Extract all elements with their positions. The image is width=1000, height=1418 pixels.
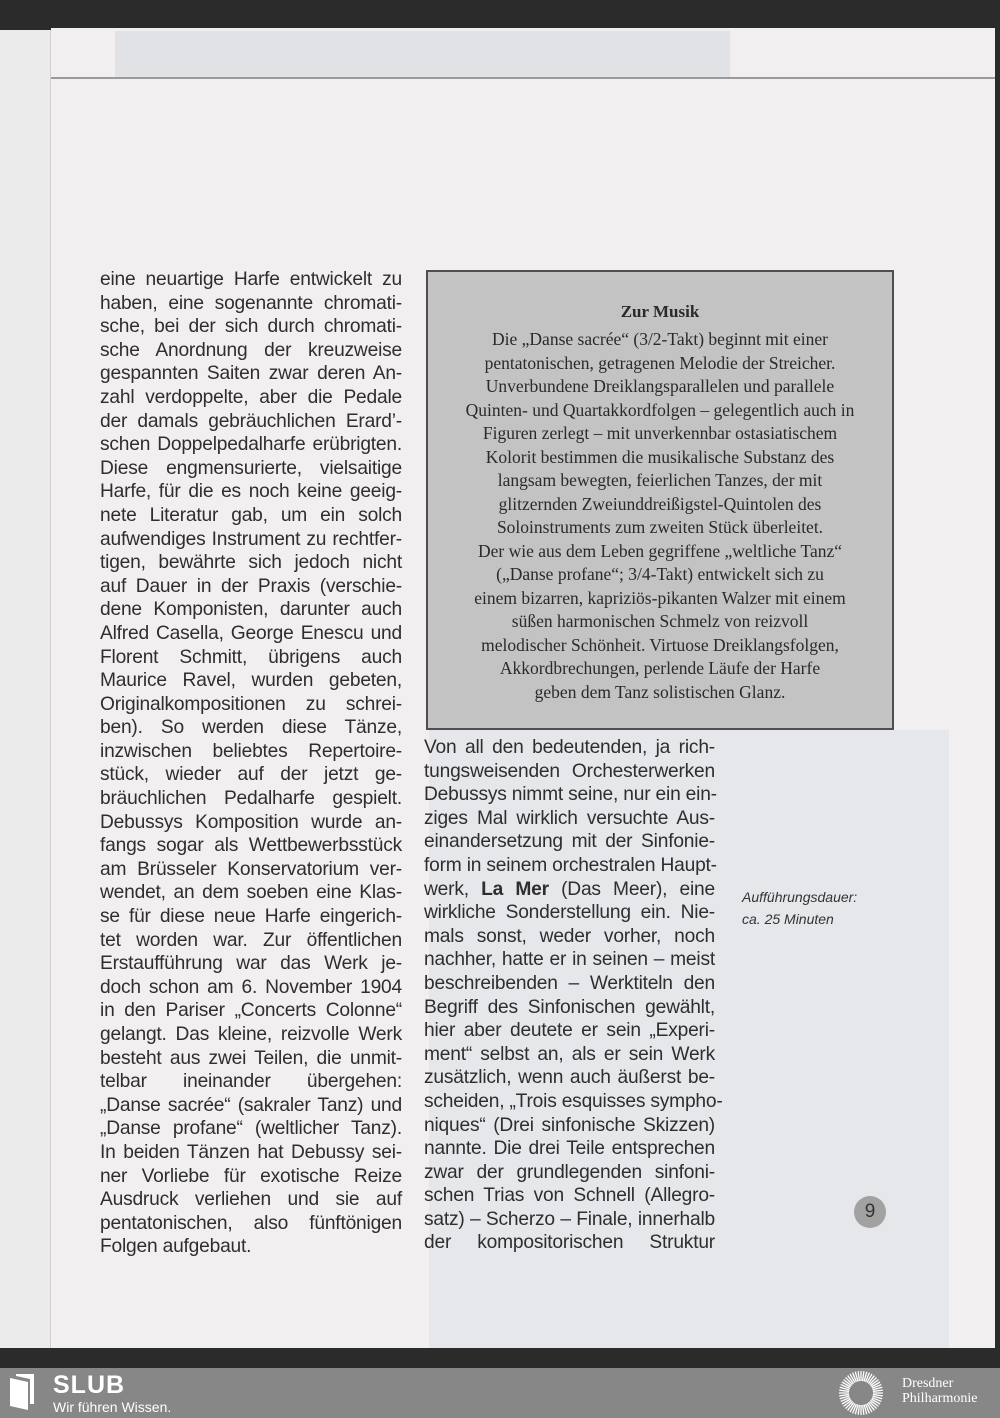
text-line: der kompositorischen Struktur (424, 1232, 715, 1254)
text-line: Florent Schmitt, übrigens auch (100, 646, 402, 668)
text-line: haben, eine sogenannte chromati- (100, 292, 402, 314)
text-line: Der wie aus dem Leben gegriffene „weltliche Tanz“ (478, 540, 842, 561)
box-body (428, 328, 892, 704)
page-number: 9 (854, 1196, 886, 1228)
text-line: Figuren zerlegt – mit unverkennbar ostasiatischem (482, 423, 838, 443)
text-line: se für diese neue Harfe eingerich- (100, 906, 402, 928)
zur-musik-box (426, 270, 894, 730)
text-line: auf Dauer in der Praxis (verschie- (100, 575, 402, 597)
text-line: beschreibenden – Werktiteln den (424, 972, 715, 994)
text-line: schen Trias von Schnell (Allegro- (424, 1185, 715, 1207)
text-line: ment“ selbst an, als er sein Werk (424, 1043, 715, 1065)
text-line: zwar der grundlegenden sinfoni- (424, 1161, 715, 1183)
text-line: zusätzlich, wenn auch äußerst be- (424, 1067, 715, 1089)
text-line: Debussys nimmt seine, nur ein ein- (424, 784, 717, 806)
slub-logo-text: SLUB (53, 1371, 126, 1399)
text-line: pentatonischen, also fünftönigen (100, 1212, 402, 1234)
partner-name-line2: Philharmonie (902, 1391, 978, 1406)
text-line: Alfred Casella, George Enescu und (100, 622, 402, 644)
text-line: Folgen aufgebaut. (100, 1236, 252, 1258)
text-line: hier aber deutete er sein „Experi- (424, 1020, 715, 1042)
text-line: ner Vorliebe für exotische Reize (100, 1165, 402, 1187)
facing-page-edge (0, 30, 51, 1348)
text-line: inzwischen beliebtes Repertoire- (100, 740, 402, 762)
text-line: gespannten Saiten zwar deren An- (100, 363, 402, 385)
text-line: tigen, bewährte sich jedoch nicht (100, 552, 402, 574)
text-line: süßen harmonischen Schmelz von reizvoll (511, 611, 809, 631)
text-line: Begriff des Sinfonischen gewählt, (424, 996, 715, 1018)
text-line: aufwendiges Instrument zu rechtfer- (100, 528, 402, 550)
text-line: bräuchlichen Pedalharfe gespielt. (100, 788, 402, 810)
text-line: nachher, hatte er in seinen – meist (424, 949, 715, 971)
text-line: scheiden, „Trois esquisses sympho- (424, 1090, 723, 1112)
text-line: wirkliche Sonderstellung ein. Nie- (424, 902, 715, 924)
text-line: Diese engmensurierte, vielsaitige (100, 457, 402, 479)
text-line: besteht aus zwei Teilen, die unmit- (100, 1047, 402, 1069)
text-line: tet worden war. Zur öffentlichen (100, 929, 402, 951)
header-band (115, 31, 730, 78)
text-line: ben). So werden diese Tänze, (100, 717, 402, 739)
duration-value: ca. 25 Minuten (742, 911, 834, 927)
text-line: niques“ (Drei sinfonische Skizzen) (424, 1114, 715, 1136)
text-line: Maurice Ravel, wurden gebeten, (100, 670, 402, 692)
text-line: Quinten- und Quartakkordfolgen – gelegentlich auch in (465, 399, 855, 420)
text-line: zahl verdoppelte, aber die Pedale (100, 386, 402, 408)
text-line: mals sonst, weder vorher, noch (424, 925, 715, 947)
text-line: fangs sogar als Wettbewerbsstück (100, 835, 402, 857)
text-line: wendet, an dem soeben eine Klas- (100, 882, 402, 904)
left-text-column (100, 268, 402, 1259)
text-line: stück, wieder auf der jetzt ge- (100, 764, 402, 786)
text-line: Akkordbrechungen, perlende Läufe der Harfe (499, 658, 821, 678)
text-line: dene Komponisten, darunter auch (100, 599, 402, 621)
slub-logo-icon (8, 1374, 38, 1410)
text-line: der damals gebräuchlichen Erard’- (100, 410, 402, 432)
slub-tagline: Wir führen Wissen. (53, 1399, 172, 1415)
work-title-la-mer: La Mer (481, 878, 549, 900)
box-title: Zur Musik (620, 302, 700, 321)
header-rule (51, 77, 995, 79)
text-line: eine neuartige Harfe entwickelt zu (100, 269, 402, 290)
text-line: tungsweisenden Orchesterwerken (424, 760, 715, 782)
text-line: gelangt. Das kleine, reizvolle Werk (100, 1024, 402, 1045)
text-line: Originalkompositionen zu schrei- (100, 693, 402, 715)
text-line: Von all den bedeutenden, ja rich- (424, 737, 715, 758)
right-text-column (424, 736, 723, 1255)
text-line: schen Doppelpedalharfe erübrigten. (100, 434, 402, 456)
partner-name (902, 1376, 977, 1406)
text-line: Unverbundene Dreiklangsparallelen und parallele (485, 376, 835, 396)
text-line: „Danse sacrée“ (sakraler Tanz) und (100, 1094, 402, 1116)
partner-name-line1: Dresdner (902, 1376, 954, 1391)
text-line: werk, La Mer (Das Meer), eine (424, 878, 715, 900)
text-line: In beiden Tänzen hat Debussy sei- (100, 1141, 402, 1163)
text-line: form in seinem orchestralen Haupt- (424, 854, 717, 876)
text-line: Ausdruck verliehen und sie auf (100, 1189, 402, 1211)
text-line: am Brüsseler Konservatorium ver- (100, 858, 402, 880)
text-line: langsam bewegten, feierlichen Tanzes, der mit (497, 470, 823, 490)
text-line: Harfe, für die es noch keine geeig- (100, 481, 402, 503)
duration-note (742, 886, 857, 930)
duration-label: Aufführungsdauer: (742, 889, 858, 905)
viewer-footer (0, 1368, 1000, 1418)
text-line: melodischer Schönheit. Virtuose Dreiklangsfolgen, (481, 634, 839, 655)
text-line: Soloinstruments zum zweiten Stück überleitet. (496, 517, 824, 537)
text-line: in den Pariser „Concerts Colonne“ (100, 1000, 402, 1022)
text-line: Erstaufführung war das Werk je- (100, 953, 402, 975)
text-line: einandersetzung mit der Sinfonie- (424, 831, 715, 853)
text-line: sche, bei der sich durch chromati- (100, 316, 402, 338)
text-line: Die „Danse sacrée“ (3/2-Takt) beginnt mit einer (492, 329, 828, 349)
text-line: nannte. Die drei Teile entsprechen (424, 1138, 715, 1160)
text-line: pentatonischen, getragenen Melodie der Streicher. (484, 352, 836, 373)
text-line: doch schon am 6. November 1904 (100, 976, 402, 998)
text-line: „Danse profane“ (weltlicher Tanz). (100, 1118, 402, 1140)
text-line: („Danse profane“; 3/4-Takt) entwickelt sich zu (496, 564, 824, 584)
text-line: satz) – Scherzo – Finale, innerhalb (424, 1208, 715, 1230)
text-line: nete Literatur gab, um ein solch (100, 504, 402, 526)
dresdner-philharmonie-logo-icon (838, 1370, 884, 1416)
text-line: glitzernden Zweiunddreißigstel-Quintolen des (498, 493, 822, 514)
text-line: Debussys Komposition wurde an- (100, 811, 402, 833)
text-line: geben dem Tanz solistischen Glanz. (534, 681, 786, 702)
text-line: Kolorit bestimmen die musikalische Substanz des (485, 446, 835, 467)
text-line: sche Anordnung der kreuzweise (100, 339, 402, 361)
text-line: ziges Mal wirklich versuchte Aus- (424, 807, 715, 829)
text-line: einem bizarren, kapriziös-pikanten Walzer mit einem (474, 587, 846, 608)
text-line: telbar ineinander übergehen: (100, 1071, 402, 1093)
